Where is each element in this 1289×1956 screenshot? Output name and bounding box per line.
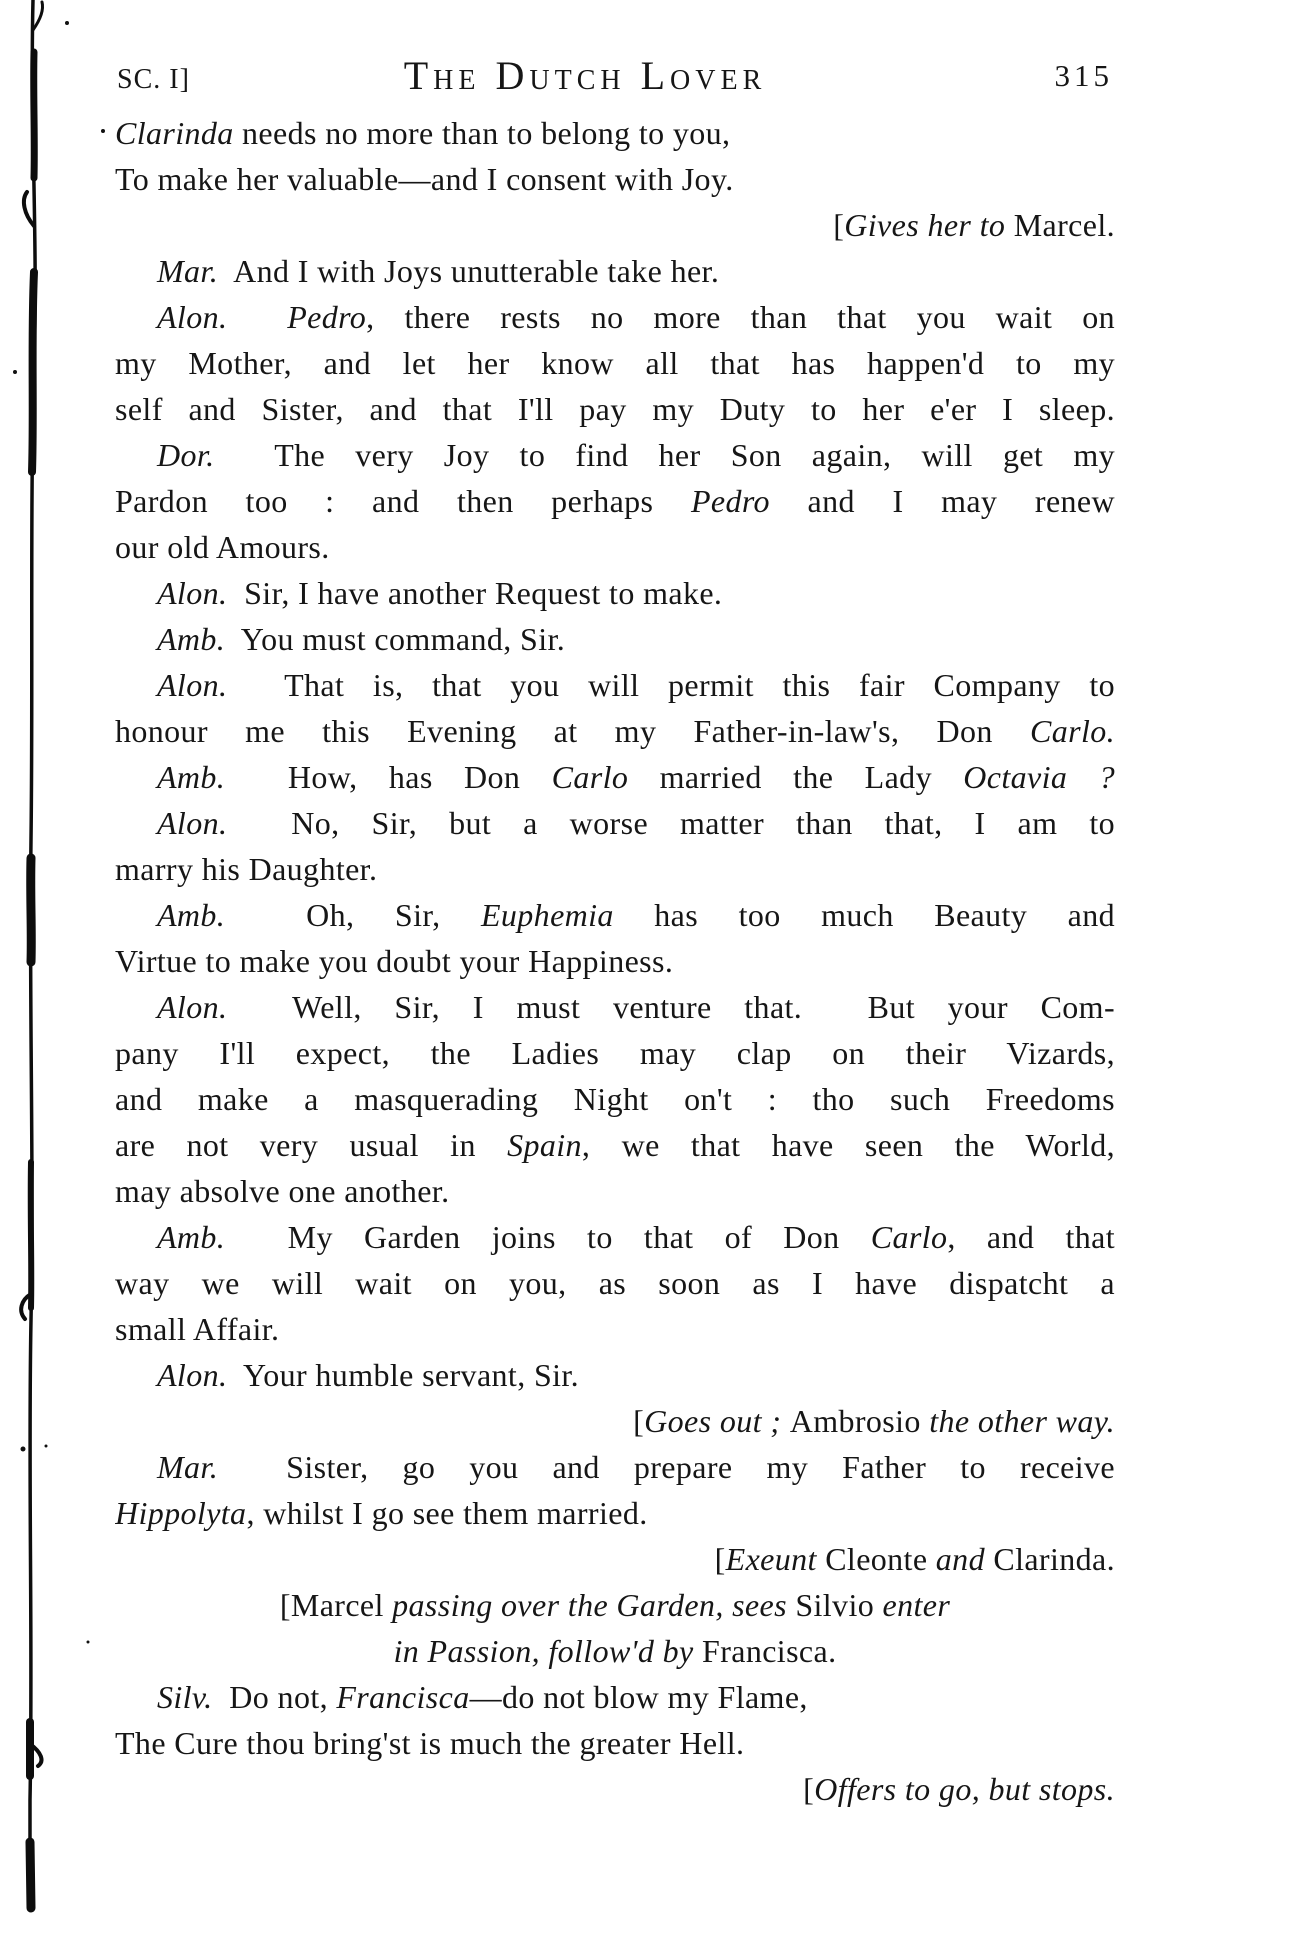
text-line <box>115 892 1115 938</box>
text-segment: and I may renew <box>769 483 1115 519</box>
text-line <box>115 524 1115 570</box>
text-segment: No, Sir, but a worse matter than that, I am to <box>227 805 1115 841</box>
text-segment: in Passion, follow'd by <box>393 1633 703 1669</box>
text-segment: Clarinda. <box>993 1541 1115 1577</box>
text-line <box>115 800 1115 846</box>
text-line <box>115 754 1115 800</box>
text-segment: Francisca. <box>702 1633 837 1669</box>
running-header <box>115 52 1115 104</box>
text-line <box>115 1352 1115 1398</box>
text-line <box>115 1260 1115 1306</box>
text-line <box>115 1766 1115 1812</box>
text-line <box>115 294 1115 340</box>
text-segment: How, has Don <box>225 759 552 795</box>
text-line <box>115 984 1115 1030</box>
text-segment: married the Lady <box>628 759 964 795</box>
text-segment: Do not, <box>212 1679 337 1715</box>
page-title: The Dutch Lover <box>403 53 767 98</box>
text-segment: needs no more than to belong to you, <box>233 115 731 151</box>
text-line <box>115 662 1115 708</box>
text-line <box>115 432 1115 478</box>
text-segment: To make her valuable—and I consent with Joy. <box>115 161 734 197</box>
text-line <box>115 202 1115 248</box>
text-segment: Alon. <box>157 1357 228 1393</box>
text-segment: self and Sister, and that I'll pay my Duty to her e'er I sleep. <box>115 391 1115 427</box>
text-segment: Pedro <box>287 299 367 335</box>
text-segment: and <box>935 1541 994 1577</box>
text-line <box>115 846 1115 892</box>
text-line <box>115 1628 1115 1674</box>
text-segment: Alon. <box>157 989 228 1025</box>
text-line <box>115 1444 1115 1490</box>
text-line <box>115 1030 1115 1076</box>
text-line <box>115 708 1115 754</box>
text-line <box>115 110 1115 156</box>
text-segment: The very Joy to find her Son again, will get my <box>214 437 1115 473</box>
text-segment: , we that have seen the World, <box>581 1127 1115 1163</box>
text-line <box>115 938 1115 984</box>
text-line <box>115 156 1115 202</box>
text-segment: Carlo <box>870 1219 948 1255</box>
text-segment: marry his Daughter. <box>115 851 378 887</box>
text-segment: Spain <box>507 1127 582 1163</box>
text-segment: , and that <box>947 1219 1115 1255</box>
text-segment: Alon. <box>157 805 228 841</box>
text-segment: pany I'll expect, the Ladies may clap on their Vizards, <box>115 1035 1115 1071</box>
text-segment: Offers to go, but stops. <box>814 1771 1115 1807</box>
text-segment: are not very usual in <box>115 1127 508 1163</box>
page-number: 315 <box>1054 58 1113 93</box>
text-segment: My Garden joins to that of Don <box>225 1219 871 1255</box>
text-segment: Cleonte <box>825 1541 936 1577</box>
text-segment: passing over the Garden, sees <box>392 1587 796 1623</box>
text-segment: Goes out ; <box>644 1403 790 1439</box>
text-segment: Sister, go you and prepare my Father to receive <box>218 1449 1115 1485</box>
text-segment: way we will wait on you, as soon as I have dispatcht a <box>115 1265 1115 1301</box>
text-segment: enter <box>882 1587 951 1623</box>
text-line <box>115 1214 1115 1260</box>
text-segment: Gives her to <box>844 207 1014 243</box>
text-segment: Dor. <box>157 437 215 473</box>
text-line <box>115 1674 1115 1720</box>
text-segment: small Affair. <box>115 1311 280 1347</box>
text-segment: Pedro <box>690 483 770 519</box>
text-line <box>115 1536 1115 1582</box>
text-segment: Exeunt <box>725 1541 826 1577</box>
text-segment: Euphemia <box>480 897 614 933</box>
text-segment: Mar. <box>157 1449 219 1485</box>
text-segment: [ <box>803 1771 815 1807</box>
text-segment: The Cure thou bring'st is much the greater Hell. <box>115 1725 745 1761</box>
text-segment: Amb. <box>157 621 226 657</box>
text-segment: Hippolyta <box>115 1495 247 1531</box>
text-segment: [ <box>714 1541 726 1577</box>
text-line <box>115 1168 1115 1214</box>
text-line <box>115 570 1115 616</box>
text-line <box>115 1398 1115 1444</box>
text-segment: the other way. <box>929 1403 1115 1439</box>
play-text-block <box>115 110 1115 1812</box>
text-segment: Well, Sir, I must venture that. But your Com- <box>227 989 1115 1025</box>
text-segment: [Marcel <box>279 1587 393 1623</box>
text-segment: Carlo. <box>1030 713 1115 749</box>
text-segment: has too much Beauty and <box>613 897 1115 933</box>
text-segment: Your humble servant, Sir. <box>227 1357 580 1393</box>
text-segment: , there rests no more than that you wait on <box>366 299 1115 335</box>
text-line <box>115 248 1115 294</box>
text-segment: Silv. <box>157 1679 213 1715</box>
text-segment: our old Amours. <box>115 529 330 565</box>
text-line <box>115 340 1115 386</box>
text-segment: my Mother, and let her know all that has happen'd to my <box>115 345 1115 381</box>
text-line <box>115 478 1115 524</box>
text-segment: Alon. <box>157 667 228 703</box>
text-segment: Pardon too : and then perhaps <box>115 483 691 519</box>
text-segment: Carlo <box>551 759 629 795</box>
scene-label: SC. I] <box>117 64 190 95</box>
text-segment: And I with Joys unutterable take her. <box>218 253 720 289</box>
text-segment: [ <box>833 207 845 243</box>
text-segment: , whilst I go see them married. <box>246 1495 648 1531</box>
text-segment: honour me this Evening at my Father-in-law's, Don <box>115 713 1030 749</box>
text-segment: Octavia ? <box>963 759 1115 795</box>
text-segment: Clarinda <box>115 115 234 151</box>
text-segment: Amb. <box>157 759 226 795</box>
text-line <box>115 1076 1115 1122</box>
text-segment: That is, that you will permit this fair Company to <box>227 667 1115 703</box>
text-segment: [ <box>633 1403 645 1439</box>
text-segment: Virtue to make you doubt your Happiness. <box>115 943 674 979</box>
text-segment: Amb. <box>157 1219 226 1255</box>
text-segment: —do not blow my Flame, <box>469 1679 808 1715</box>
text-line <box>115 1490 1115 1536</box>
text-segment: may absolve one another. <box>115 1173 450 1209</box>
text-segment: Ambrosio <box>789 1403 930 1439</box>
text-line <box>115 1122 1115 1168</box>
text-segment <box>227 299 287 335</box>
text-segment: Marcel. <box>1013 207 1115 243</box>
text-line <box>115 1582 1115 1628</box>
text-segment: Sir, I have another Request to make. <box>227 575 723 611</box>
text-line <box>115 616 1115 662</box>
text-line <box>115 386 1115 432</box>
text-segment: Alon. <box>157 575 228 611</box>
text-segment: You must command, Sir. <box>225 621 566 657</box>
text-segment: Amb. <box>157 897 226 933</box>
text-segment: and make a masquerading Night on't : tho such Freedoms <box>115 1081 1115 1117</box>
text-line <box>115 1306 1115 1352</box>
text-segment: Silvio <box>795 1587 883 1623</box>
text-segment: Mar. <box>157 253 219 289</box>
text-segment: Francisca <box>336 1679 470 1715</box>
text-segment: Alon. <box>157 299 228 335</box>
text-segment: Oh, Sir, <box>225 897 481 933</box>
text-line <box>115 1720 1115 1766</box>
